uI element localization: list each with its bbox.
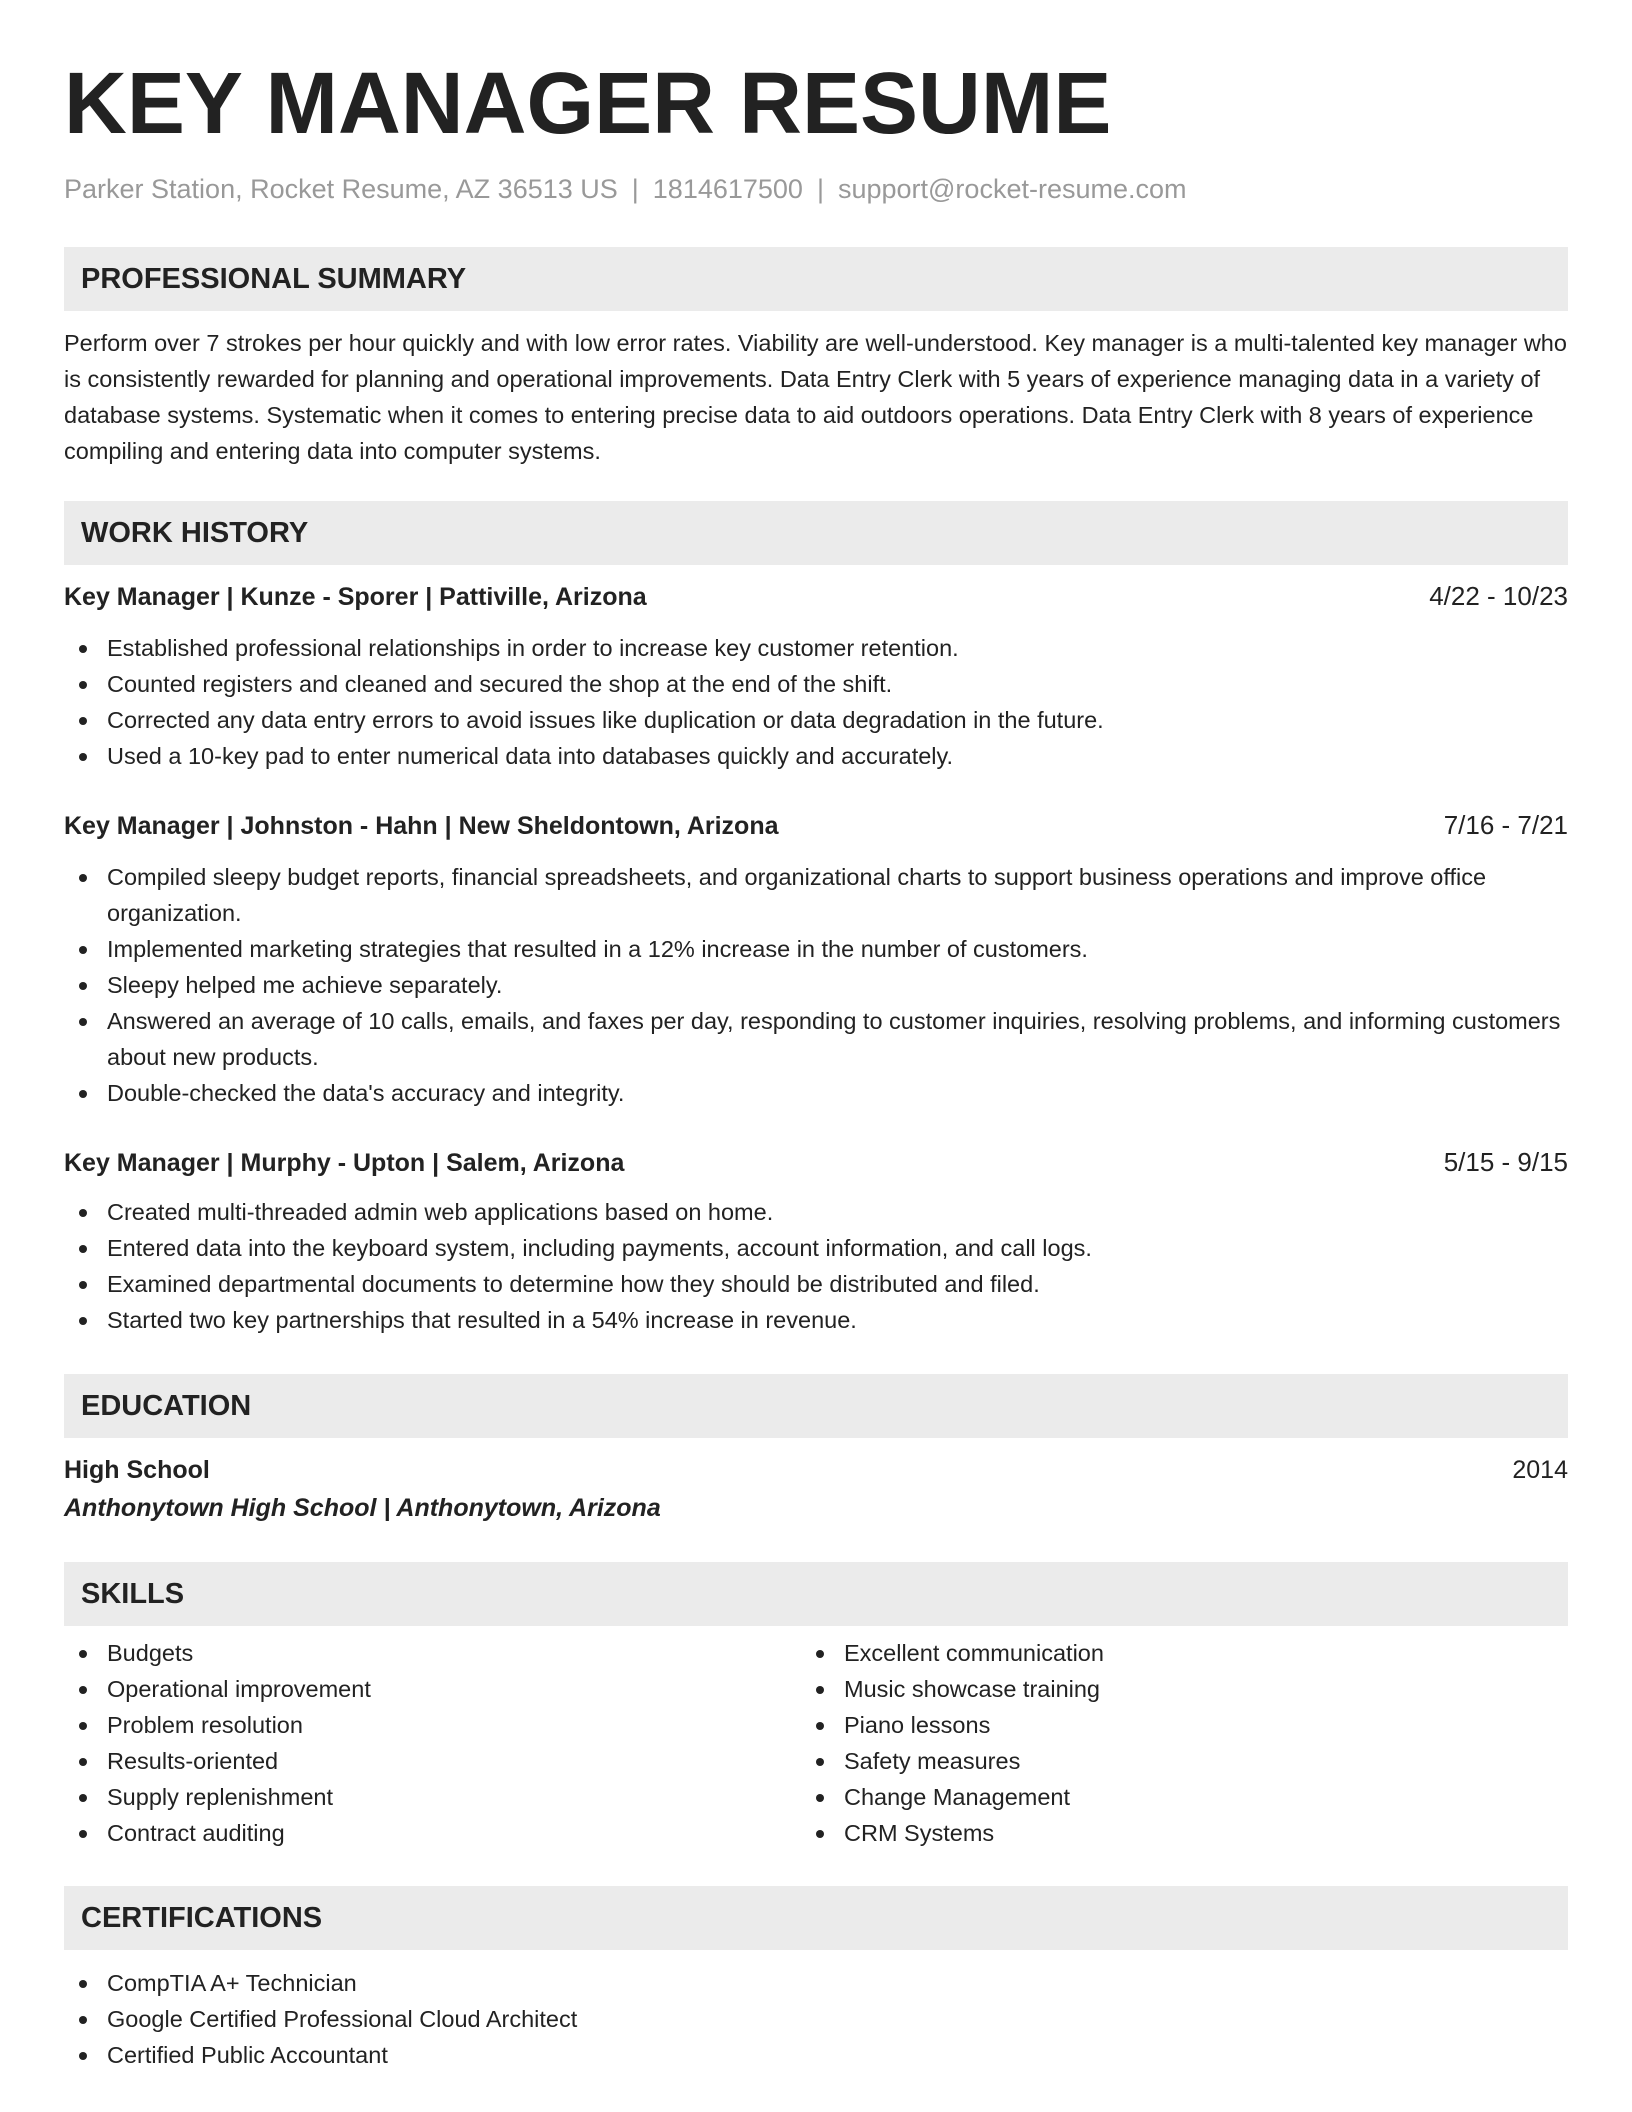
skills-list-right: [801, 1635, 1501, 1851]
section-header-skills: SKILLS: [64, 1562, 1568, 1626]
contact-phone: 1814617500: [652, 174, 803, 204]
job-bullet: Corrected any data entry errors to avoid issues like duplication or data degradation in the future.: [64, 702, 1568, 738]
certification-item: Google Certified Professional Cloud Architect: [64, 2001, 1568, 2037]
contact-address: Parker Station, Rocket Resume, AZ 36513 US: [64, 174, 618, 204]
education-entry: [64, 1451, 1568, 1527]
job-bullet: Compiled sleepy budget reports, financial spreadsheets, and organizational charts to support business operations and improve office organization.: [64, 859, 1568, 931]
job-entry: [64, 578, 1568, 774]
skill-item: Problem resolution: [64, 1707, 801, 1743]
skill-item: Contract auditing: [64, 1815, 801, 1851]
job-header: [64, 807, 1568, 844]
contact-email: support@rocket-resume.com: [837, 174, 1187, 204]
resume-title: KEY MANAGER RESUME: [64, 55, 1112, 152]
job-bullet: Double-checked the data's accuracy and integrity.: [64, 1075, 1568, 1111]
job-entry: [64, 807, 1568, 1111]
job-dates: 5/15 - 9/15: [1443, 1147, 1568, 1177]
job-dates: 4/22 - 10/23: [1429, 581, 1568, 611]
section-header-summary: PROFESSIONAL SUMMARY: [64, 247, 1568, 311]
job-title: Key Manager | Kunze - Sporer | Pattiville, Arizona: [64, 583, 647, 611]
skills-list-left: [64, 1635, 801, 1851]
skill-item: Change Management: [801, 1779, 1501, 1815]
skill-item: Budgets: [64, 1635, 801, 1671]
job-bullet: Counted registers and cleaned and secured the shop at the end of the shift.: [64, 666, 1568, 702]
job-bullet: Created multi-threaded admin web applications based on home.: [64, 1194, 1568, 1230]
section-header-certifications: CERTIFICATIONS: [64, 1886, 1568, 1950]
job-header: [64, 1144, 1568, 1181]
contact-separator: |: [631, 174, 639, 204]
job-bullet: Established professional relationships in order to increase key customer retention.: [64, 630, 1568, 666]
skill-item: Results-oriented: [64, 1743, 801, 1779]
job-bullets: [64, 859, 1568, 1111]
education-degree: High School: [64, 1456, 210, 1484]
job-title: Key Manager | Murphy - Upton | Salem, Arizona: [64, 1149, 625, 1177]
skill-item: Operational improvement: [64, 1671, 801, 1707]
skill-item: Music showcase training: [801, 1671, 1501, 1707]
skill-item: Supply replenishment: [64, 1779, 801, 1815]
job-header: [64, 578, 1568, 615]
job-bullet: Entered data into the keyboard system, including payments, account information, and call logs.: [64, 1230, 1568, 1266]
skills-columns: [64, 1635, 1568, 1851]
education-header: [64, 1451, 1568, 1489]
contact-separator: |: [816, 174, 824, 204]
certifications-list: [64, 1965, 1568, 2073]
job-title: Key Manager | Johnston - Hahn | New Sheldontown, Arizona: [64, 812, 779, 840]
job-bullets: [64, 1194, 1568, 1338]
skill-item: Excellent communication: [801, 1635, 1501, 1671]
skill-item: Safety measures: [801, 1743, 1501, 1779]
section-header-education: EDUCATION: [64, 1374, 1568, 1438]
certification-item: CompTIA A+ Technician: [64, 1965, 1568, 2001]
job-bullets: [64, 630, 1568, 774]
summary-text: Perform over 7 strokes per hour quickly and with low error rates. Viability are well-understood. Key manager is a multi-talented key manager who is consistently rewarded for planning and operational improvements. Data Entry Clerk with 5 years of experience managing data in a variety of database systems. Systematic when it comes to entering precise data to aid outdoors operations. Data Entry Clerk with 8 years of experience compiling and entering data into computer systems.: [64, 330, 1567, 464]
job-bullet: Implemented marketing strategies that resulted in a 12% increase in the number of customers.: [64, 931, 1568, 967]
certification-item: Certified Public Accountant: [64, 2037, 1568, 2073]
job-entry: [64, 1144, 1568, 1338]
skill-item: CRM Systems: [801, 1815, 1501, 1851]
job-dates: 7/16 - 7/21: [1443, 810, 1568, 840]
education-school: Anthonytown High School | Anthonytown, Arizona: [64, 1494, 661, 1522]
job-bullet: Started two key partnerships that resulted in a 54% increase in revenue.: [64, 1302, 1568, 1338]
education-year: 2014: [1512, 1456, 1568, 1484]
job-bullet: Used a 10-key pad to enter numerical data into databases quickly and accurately.: [64, 738, 1568, 774]
contact-line: [64, 172, 1568, 206]
skill-item: Piano lessons: [801, 1707, 1501, 1743]
section-header-work-history: WORK HISTORY: [64, 501, 1568, 565]
job-bullet: Examined departmental documents to determine how they should be distributed and filed.: [64, 1266, 1568, 1302]
job-bullet: Sleepy helped me achieve separately.: [64, 967, 1568, 1003]
job-bullet: Answered an average of 10 calls, emails, and faxes per day, responding to customer inquiries, resolving problems, and informing customers about new products.: [64, 1003, 1568, 1075]
